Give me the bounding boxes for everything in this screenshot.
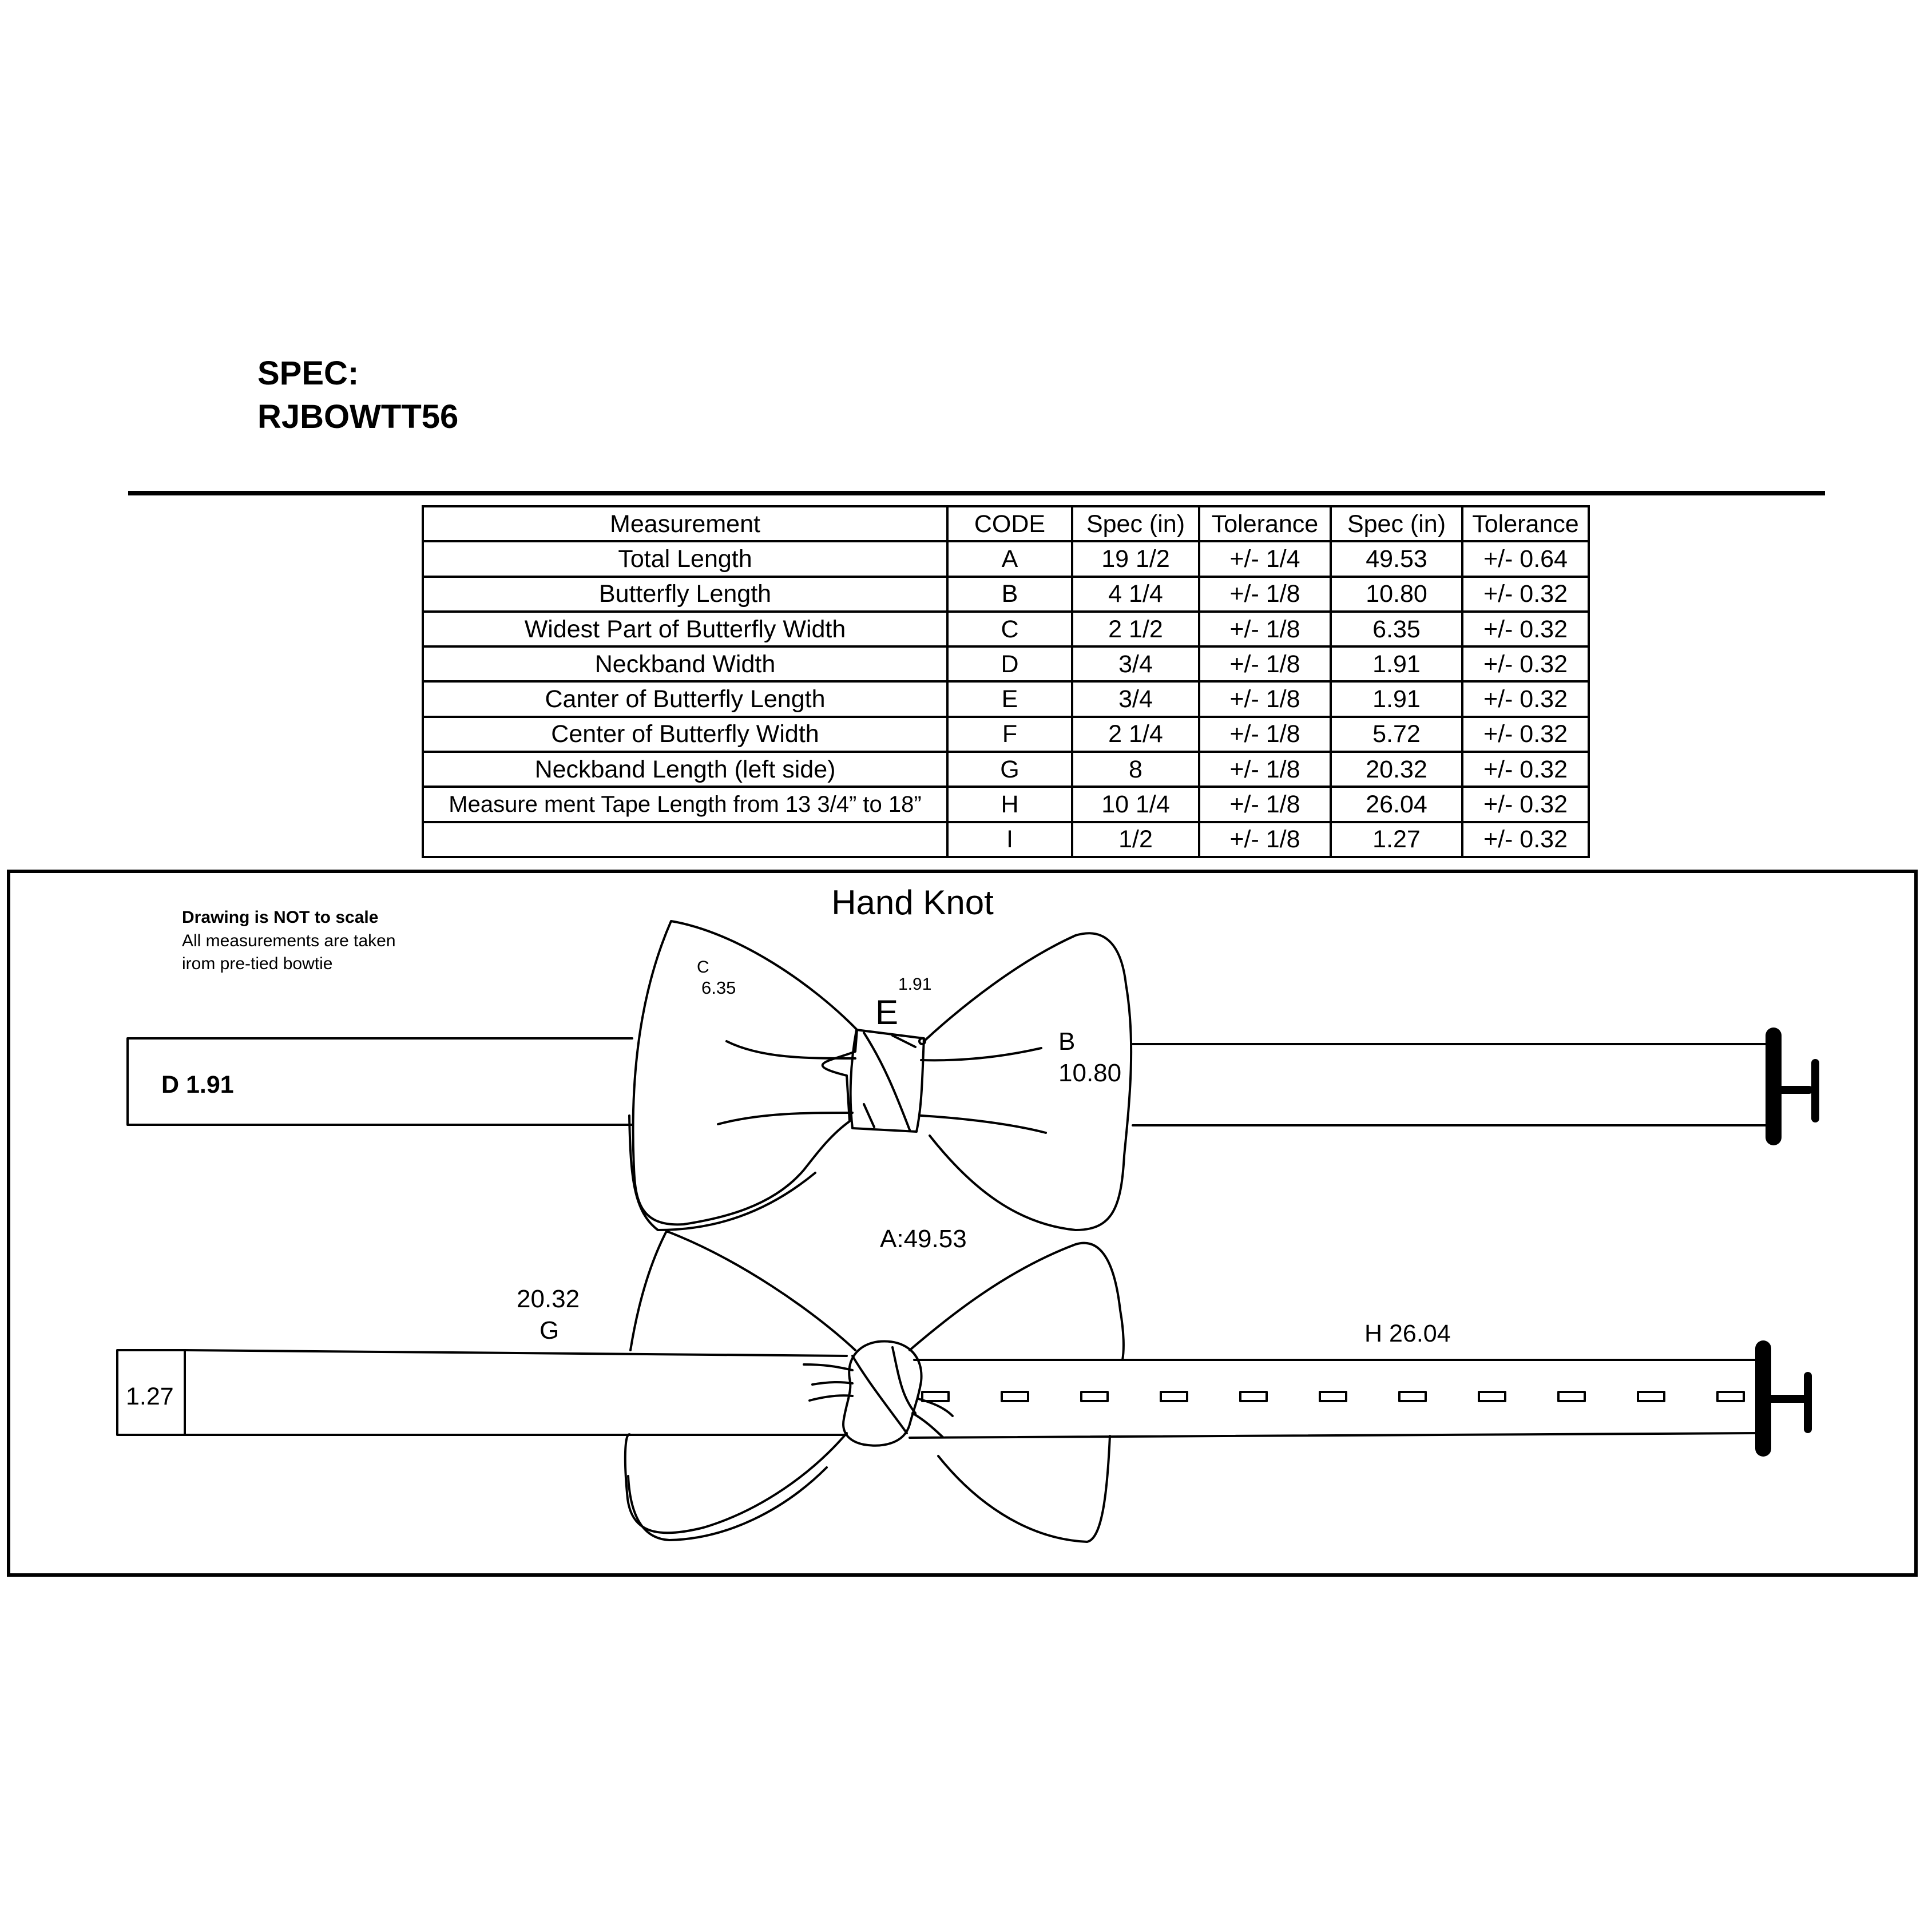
header-spec-in: Spec (in) <box>1072 506 1199 541</box>
cell-spec-in: 10 1/4 <box>1072 787 1199 822</box>
strap-hole <box>1002 1392 1028 1401</box>
label-b-value: 10.80 <box>1058 1059 1122 1087</box>
cell-measurement: Total Length <box>423 541 947 576</box>
strap-hole <box>922 1392 949 1401</box>
top-knot <box>851 1030 925 1132</box>
cell-spec-cm: 6.35 <box>1331 612 1462 646</box>
drawing-title: Hand Knot <box>831 883 994 922</box>
cell-tolerance-cm: +/- 0.32 <box>1462 752 1589 787</box>
cell-tolerance-in: +/- 1/8 <box>1199 717 1331 752</box>
cell-measurement: Center of Butterfly Width <box>423 717 947 752</box>
cell-spec-cm: 5.72 <box>1331 717 1462 752</box>
cell-code: H <box>947 787 1072 822</box>
cell-spec-cm: 1.91 <box>1331 646 1462 681</box>
cell-tolerance-in: +/- 1/8 <box>1199 752 1331 787</box>
label-d: D 1.91 <box>161 1071 234 1098</box>
cell-spec-in: 2 1/2 <box>1072 612 1199 646</box>
cell-tolerance-cm: +/- 0.32 <box>1462 577 1589 612</box>
cell-spec-in: 19 1/2 <box>1072 541 1199 576</box>
cell-tolerance-in: +/- 1/8 <box>1199 822 1331 857</box>
header-tolerance-cm: Tolerance <box>1462 506 1589 541</box>
scale-note-line2: All measurements are taken <box>182 931 396 950</box>
label-g-value: 20.32 <box>517 1285 580 1313</box>
cell-spec-cm: 49.53 <box>1331 541 1462 576</box>
cell-spec-cm: 20.32 <box>1331 752 1462 787</box>
cell-tolerance-cm: +/- 0.32 <box>1462 822 1589 857</box>
cell-code: B <box>947 577 1072 612</box>
cell-code: G <box>947 752 1072 787</box>
scale-note-line3: irom pre-tied bowtie <box>182 954 333 973</box>
cell-code: D <box>947 646 1072 681</box>
cell-tolerance-cm: +/- 0.32 <box>1462 646 1589 681</box>
cell-code: I <box>947 822 1072 857</box>
strap-hole <box>1717 1392 1744 1401</box>
bottom-strap-holes <box>922 1392 1744 1401</box>
cell-code: A <box>947 541 1072 576</box>
cell-tolerance-cm: +/- 0.32 <box>1462 787 1589 822</box>
cell-spec-in: 8 <box>1072 752 1199 787</box>
bottom-left-wing <box>625 1231 855 1540</box>
header-code: CODE <box>947 506 1072 541</box>
cell-measurement: Neckband Width <box>423 646 947 681</box>
strap-hole <box>1161 1392 1187 1401</box>
label-h: H 26.04 <box>1364 1320 1451 1347</box>
cell-spec-in: 1/2 <box>1072 822 1199 857</box>
cell-measurement: Canter of Butterfly Length <box>423 681 947 716</box>
cell-spec-cm: 10.80 <box>1331 577 1462 612</box>
cell-code: C <box>947 612 1072 646</box>
cell-spec-in: 3/4 <box>1072 646 1199 681</box>
spec-label: SPEC: <box>257 355 359 392</box>
label-i-value: 1.27 <box>126 1383 174 1410</box>
cell-tolerance-in: +/- 1/8 <box>1199 612 1331 646</box>
top-left-wing <box>629 921 857 1230</box>
strap-hole <box>1320 1392 1346 1401</box>
top-hook-icon <box>1774 1036 1815 1137</box>
label-a: A:49.53 <box>880 1225 967 1253</box>
cell-spec-in: 3/4 <box>1072 681 1199 716</box>
cell-tolerance-in: +/- 1/4 <box>1199 541 1331 576</box>
cell-measurement: Neckband Length (left side) <box>423 752 947 787</box>
cell-spec-in: 2 1/4 <box>1072 717 1199 752</box>
header-tolerance-in: Tolerance <box>1199 506 1331 541</box>
cell-tolerance-cm: +/- 0.32 <box>1462 681 1589 716</box>
cell-measurement: Measure ment Tape Length from 13 3/4” to 18” <box>423 787 947 822</box>
cell-code: F <box>947 717 1072 752</box>
scale-note-bold: Drawing is NOT to scale <box>182 908 379 927</box>
header-measurement: Measurement <box>423 506 947 541</box>
bottom-knot <box>843 1341 953 1445</box>
cell-measurement: Widest Part of Butterfly Width <box>423 612 947 646</box>
label-c-code: C <box>697 958 709 977</box>
strap-hole <box>1081 1392 1108 1401</box>
cell-tolerance-in: +/- 1/8 <box>1199 681 1331 716</box>
cell-spec-cm: 1.27 <box>1331 822 1462 857</box>
strap-hole <box>1399 1392 1426 1401</box>
cell-tolerance-in: +/- 1/8 <box>1199 787 1331 822</box>
bottom-strap <box>117 1350 1760 1438</box>
cell-spec-cm: 1.91 <box>1331 681 1462 716</box>
header-spec-cm: Spec (in) <box>1331 506 1462 541</box>
label-e-value: 1.91 <box>898 975 932 994</box>
cell-spec-cm: 26.04 <box>1331 787 1462 822</box>
strap-hole <box>1638 1392 1664 1401</box>
cell-tolerance-cm: +/- 0.64 <box>1462 541 1589 576</box>
label-c-value: 6.35 <box>701 978 736 998</box>
label-b-code: B <box>1058 1028 1076 1056</box>
cell-measurement: Butterfly Length <box>423 577 947 612</box>
strap-hole <box>1240 1392 1267 1401</box>
strap-hole <box>1479 1392 1505 1401</box>
style-number: RJBOWTT56 <box>257 398 459 435</box>
label-e-code: E <box>875 993 899 1032</box>
bottom-hook-icon <box>1763 1348 1808 1449</box>
cell-tolerance-cm: +/- 0.32 <box>1462 612 1589 646</box>
cell-tolerance-in: +/- 1/8 <box>1199 646 1331 681</box>
strap-hole <box>1558 1392 1585 1401</box>
label-g-code: G <box>539 1316 560 1344</box>
cell-code: E <box>947 681 1072 716</box>
top-neckband <box>128 1038 1771 1125</box>
cell-spec-in: 4 1/4 <box>1072 577 1199 612</box>
cell-tolerance-in: +/- 1/8 <box>1199 577 1331 612</box>
cell-tolerance-cm: +/- 0.32 <box>1462 717 1589 752</box>
